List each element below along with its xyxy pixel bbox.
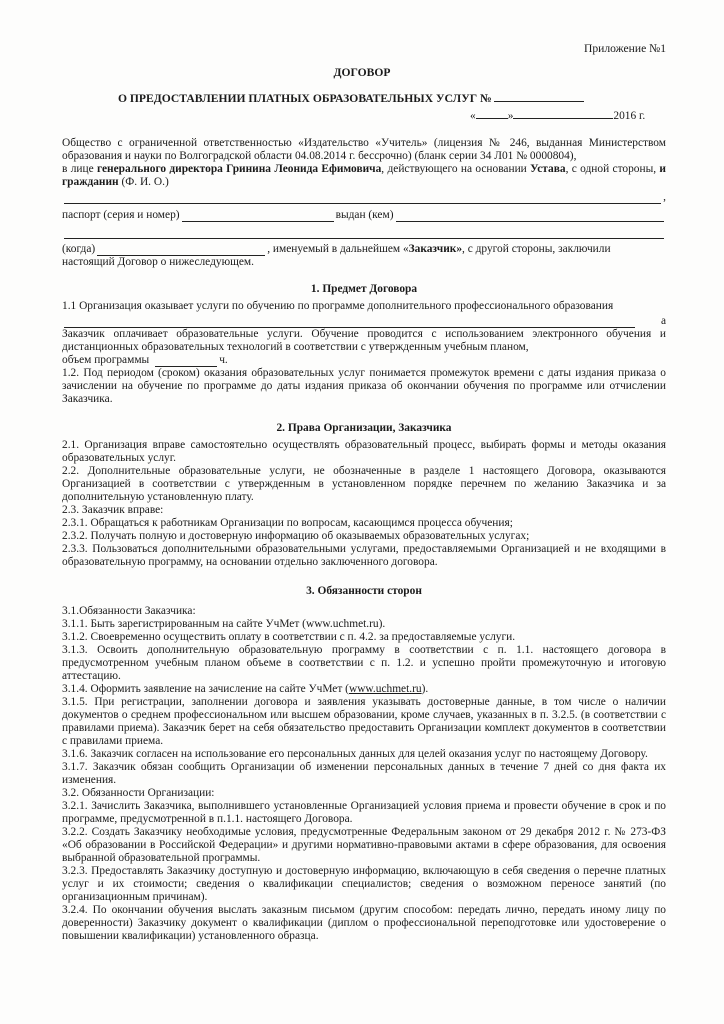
when-label: (когда) <box>62 243 96 255</box>
date-open-quote: « <box>470 110 476 122</box>
uchmet-link[interactable]: www.uchmet.ru <box>348 683 422 695</box>
appendix-label: Приложение №1 <box>584 42 666 55</box>
volume-blank <box>155 356 217 367</box>
issued-blank-2 <box>64 228 664 239</box>
issued-cont-line <box>62 228 666 239</box>
program-line-end: а <box>660 315 666 327</box>
issued-blank <box>396 211 665 222</box>
volume-unit: ч. <box>219 354 228 366</box>
parties-text-a: в лице <box>62 163 97 175</box>
day-blank <box>476 109 508 119</box>
volume-line <box>62 354 666 367</box>
clause-2-1: 2.1. Организация вправе самостоятельно осуществлять образовательный процесс, выбирать формы и методы оказания образовательных услуг. <box>62 439 666 464</box>
clause-2-3-3: 2.3.3. Пользоваться дополнительными образовательными услугами, предоставляемыми Организацией и не входящими в образовательную программу, на основании отдельно заключенного договора. <box>62 543 666 568</box>
clause-3-1-1: 3.1.1. Быть зарегистрированным на сайте УчМет (www.uchmet.ru). <box>62 618 386 630</box>
program-blank <box>64 317 635 328</box>
fio-line <box>62 191 666 204</box>
clause-3-2-4: 3.2.4. По окончании обучения выслать заказным письмом (другим способом: передать лично, передать иному лицу по доверенности) Заказчику документ о квалификации (диплом о профессиональной переподготовке или удостоверение о повышении квалификации) установленного образца. <box>62 904 666 942</box>
issued-label: выдан (кем) <box>335 209 394 221</box>
charter-word: Устава <box>530 163 566 175</box>
document-title: ДОГОВОР <box>333 66 391 79</box>
when-line <box>62 243 666 256</box>
document-subtitle <box>118 91 586 105</box>
clause-1-1: 1.1 Организация оказывает услуги по обучению по программе дополнительного профессионального образования <box>62 300 614 312</box>
director-name: генерального директора Гринина Леонида Ефимовича <box>96 163 382 175</box>
date-year: 2016 г. <box>613 110 646 122</box>
clause-3-2-3: 3.2.3. Предоставлять Заказчику доступную и достоверную информацию, включающую в себя сведения о перечне платных услуг и их стоимости; сведения о квалификации специалистов; сведения о возможном переносе занятий (по организационным причинам). <box>62 865 666 903</box>
clause-2-2: 2.2. Дополнительные образовательные услуги, не обозначенные в разделе 1 настоящего Договора, оказываются Организацией в соответствии с утвержденным в установленном порядке перечнем по желанию Заказчика и за дополнительную установленную плату. <box>62 465 666 503</box>
citizen-word: и гражданин <box>62 163 666 188</box>
clause-3-2-2: 3.2.2. Создать Заказчику необходимые условия, предусмотренные Федеральным законом от 29 декабря 2012 г. № 273-ФЗ «Об образовании в Российской Федерации» и другими нормативно-правовыми актами в сфере образования, для освоения выбранной образовательной программы. <box>62 826 666 864</box>
clause-3-1-6: 3.1.6. Заказчик согласен на использование его персональных данных для целей оказания услуг по настоящему Договору. <box>62 748 648 760</box>
passport-label: паспорт (серия и номер) <box>62 209 180 221</box>
intro-block <box>62 137 666 269</box>
clause-3-1-5: 3.1.5. При регистрации, заполнении договора и заявления указывать достоверные данные, в том числе о наличии документов о среднем профессиональном или высшем образовании, кроме случаев, указанных в п. 3.2.5. (в соответствии с правилами приема). Заказчик берет на себя обязательство предоставить Организации комплект документов в соответствии с правилами приема. <box>62 696 666 747</box>
clause-3-1-2: 3.1.2. Своевременно осуществить оплату в соответствии с п. 4.2. за предоставляемые услуги. <box>62 631 516 643</box>
subtitle-text: О ПРЕДОСТАВЛЕНИИ ПЛАТНЫХ ОБРАЗОВАТЕЛЬНЫХ УСЛУГ № <box>118 92 492 105</box>
section-1-title: 1. Предмет Договора <box>310 283 418 295</box>
contract-number-blank <box>494 91 584 102</box>
section-2-title: 2. Права Организации, Заказчика <box>276 422 452 434</box>
customer-text-d: настоящий Договор о нижеследующем. <box>62 256 254 268</box>
clause-3-1-4-end: ). <box>421 683 429 695</box>
fio-label: (Ф. И. О.) <box>118 176 169 188</box>
clause-2-3-1: 2.3.1. Обращаться к работникам Организации по вопросам, касающимся процесса обучения; <box>62 517 513 529</box>
clause-3-2-1: 3.2.1. Зачислить Заказчика, выполнившего установленные Организацией условия приема и провести обучение в срок и по программе, предусмотренной в п.1.1. настоящего Договора. <box>62 800 666 825</box>
month-blank <box>513 109 613 119</box>
clause-3-1-7: 3.1.7. Заказчик обязан сообщить Организации об изменении персональных данных в течение 7 дней со дня факта их изменения. <box>62 761 666 786</box>
intro-organization: Общество с ограниченной ответственностью «Издательство «Учитель» (лицензия № 246, выданная Министерством образования и науки по Волгоградской области 04.08.2014 г. бессрочно) (бланк серии 34 Л01 № 0000804), <box>62 137 666 162</box>
intro-parties <box>62 163 666 189</box>
customer-word: Заказчик» <box>408 243 463 255</box>
parties-text-c: , действующего на основании <box>381 163 531 175</box>
clause-3-1: 3.1.Обязанности Заказчика: <box>62 605 196 617</box>
clause-2-3-2: 2.3.2. Получать полную и достоверную информацию об оказываемых образовательных услугах; <box>62 530 530 542</box>
parties-text-e: , с одной стороны, <box>565 163 660 175</box>
clause-2-3: 2.3. Заказчик вправе: <box>62 504 164 516</box>
contract-body <box>62 137 666 943</box>
clause-1-2: 1.2. Под периодом (сроком) оказания образовательных услуг понимается промежуток времени с даты издания приказа о зачислении на обучение по программе до даты издания приказа об окончании обучения по программе или отчислении Заказчика. <box>62 367 666 405</box>
contract-date <box>470 109 645 123</box>
date-close-quote: » <box>507 110 514 122</box>
passport-blank <box>182 211 334 222</box>
fio-comma: , <box>663 191 666 203</box>
clause-1-1-cont: Заказчик оплачивает образовательные услуги. Обучение проводится с использованием электронного обучения и дистанционных образовательных технологий в соответствии с утвержденным учебным планом, <box>62 328 666 353</box>
passport-line <box>62 209 666 222</box>
customer-text-c: , с другой стороны, заключили <box>462 243 611 255</box>
clause-3-1-4 <box>62 683 666 696</box>
fio-blank <box>64 193 661 204</box>
clause-3-1-3: 3.1.3. Освоить дополнительную образовательную программу в соответствии с п. 1.1. настоящего договора в предусмотренном учебным планом объеме в соответствии с п. 1.2. и успешно пройти промежуточную и итоговую аттестацию. <box>62 644 666 682</box>
clause-3-1-4-text: 3.1.4. Оформить заявление на зачисление на сайте УчМет ( <box>62 683 349 695</box>
clause-3-2: 3.2. Обязанности Организации: <box>62 787 215 799</box>
program-line <box>62 315 666 328</box>
customer-text-a: , именуемый в дальнейшем « <box>267 243 409 255</box>
when-blank <box>97 245 265 256</box>
section-3-title: 3. Обязанности сторон <box>306 585 422 597</box>
volume-label: объем программы <box>62 354 150 366</box>
